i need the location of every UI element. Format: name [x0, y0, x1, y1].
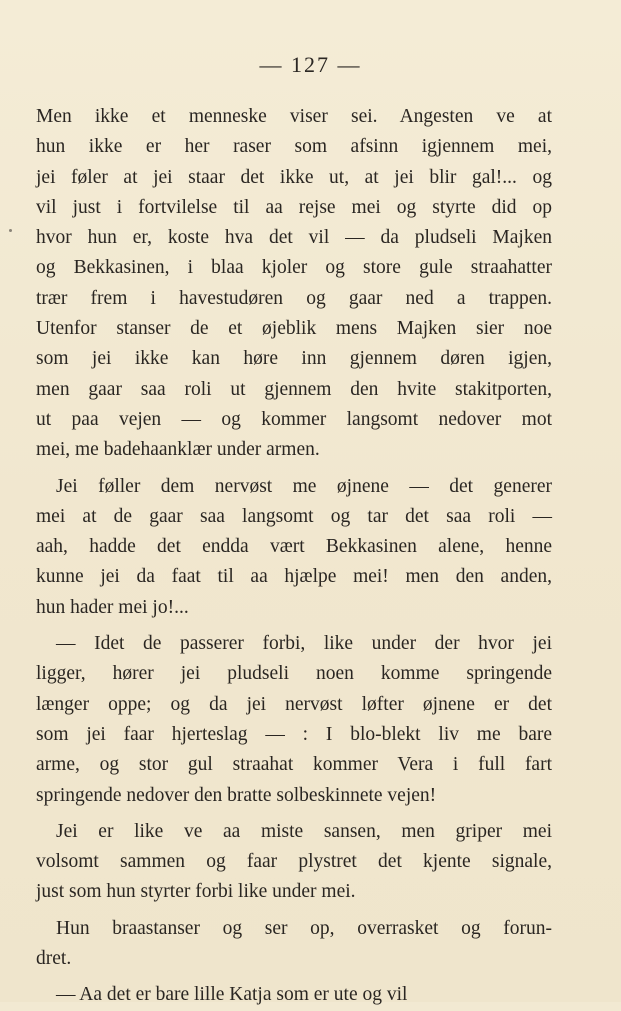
text-line: arme, og stor gul straahat kommer Vera i full fart — [36, 754, 552, 776]
text-line: hun ikke er her raser som afsinn igjennem mei, — [36, 136, 552, 158]
text-line: hvor hun er, koste hva det vil — da pludseli Majken — [36, 227, 552, 249]
text-line: men gaar saa roli ut gjennem den hvite stakitporten, — [36, 378, 552, 400]
text-line: Jei føller dem nervøst me øjnene — det generer — [56, 475, 552, 497]
text-line: ligger, hører jei pludseli noen komme springende — [36, 663, 552, 685]
text-line: jei føler at jei staar det ikke ut, at jei blir gal!... og — [36, 166, 552, 188]
text-line: som jei ikke kan høre inn gjennem døren igjen, — [36, 348, 552, 370]
paragraph — [36, 472, 552, 623]
paragraph — [36, 817, 552, 908]
text-line: — Aa det er bare lille Katja som er ute og vil — [56, 984, 408, 1006]
text-line: springende nedover den bratte solbeskinnete vejen! — [36, 784, 437, 806]
text-line: just som hun styrter forbi like under mei. — [36, 881, 356, 903]
text-line: og Bekkasinen, i blaa kjoler og store gule straahatter — [36, 257, 552, 279]
text-line: Men ikke et menneske viser sei. Angesten ve at — [36, 106, 552, 127]
paragraph — [36, 629, 552, 811]
text-line: dret. — [36, 948, 72, 970]
text-line: mei, me badehaanklær under armen. — [36, 439, 320, 461]
text-line: hun hader mei jo!... — [36, 596, 189, 618]
text-line: trær frem i havestudøren og gaar ned a trappen. — [36, 287, 552, 309]
text-line: — Idet de passerer forbi, like under der hvor jei — [56, 633, 552, 655]
text-line: volsomt sammen og faar plystret det kjente signale, — [36, 851, 552, 873]
text-line: længer oppe; og da jei nervøst løfter øjnene er det — [36, 693, 552, 715]
paragraph — [36, 980, 552, 1010]
text-line: som jei faar hjerteslag — : I blo-blekt liv me bare — [36, 723, 552, 745]
text-line: vil just i fortvilelse til aa rejse mei og styrte did op — [36, 196, 552, 218]
page-number: — 127 — — [259, 52, 362, 77]
body-text — [36, 102, 552, 1011]
paragraph — [36, 914, 552, 975]
text-line: kunne jei da faat til aa hjælpe mei! men den anden, — [36, 566, 552, 588]
text-line: mei at de gaar saa langsomt og tar det saa roli — — [36, 505, 552, 527]
text-line: Hun braastanser og ser op, overrasket og forun- — [56, 917, 552, 939]
margin-speck — [9, 229, 12, 232]
text-line: aah, hadde det endda vært Bekkasinen alene, henne — [36, 536, 552, 558]
text-line: ut paa vejen — og kommer langsomt nedover mot — [36, 408, 552, 430]
text-line: Utenfor stanser de et øjeblik mens Majken sier noe — [36, 318, 552, 340]
text-line: Jei er like ve aa miste sansen, men griper mei — [56, 820, 552, 842]
paragraph — [36, 102, 552, 466]
